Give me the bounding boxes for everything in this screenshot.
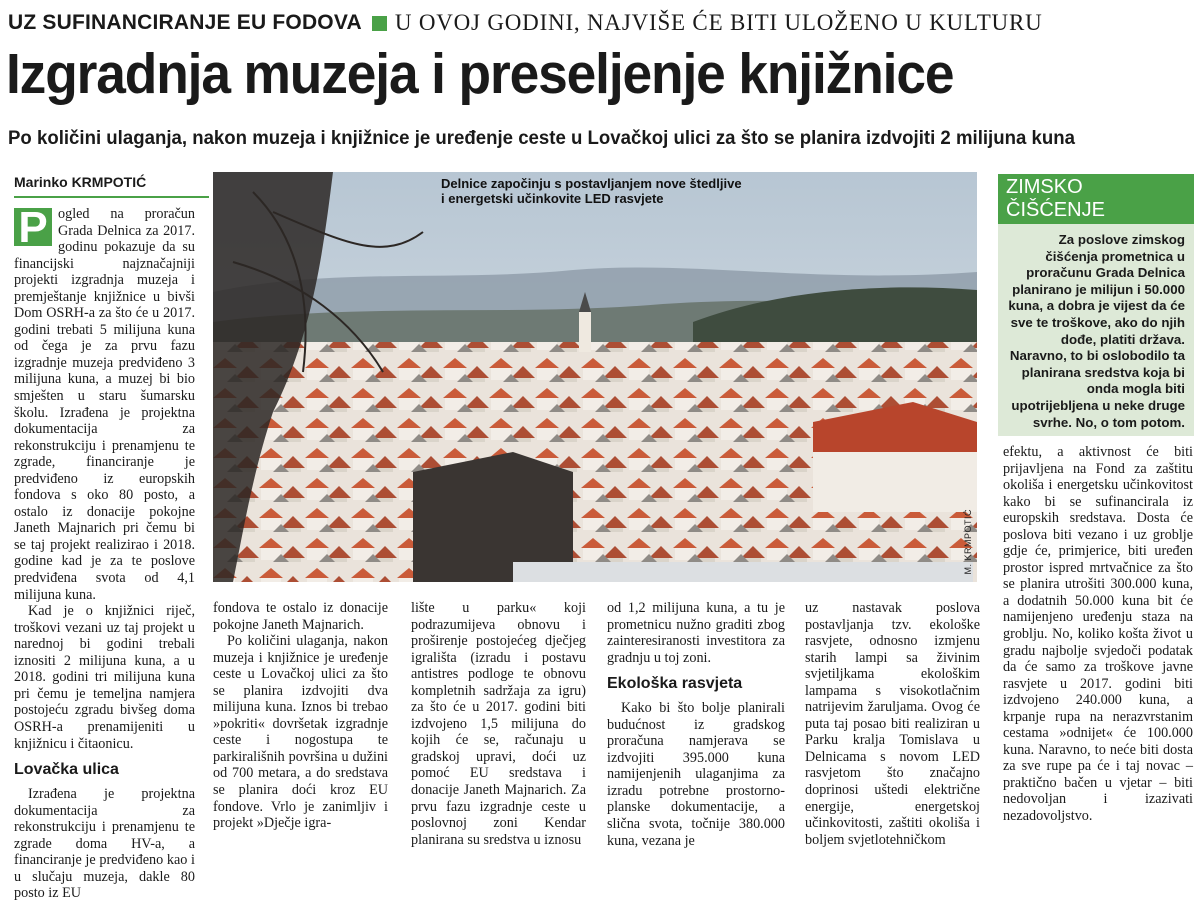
sidebar-text: Za poslove zimskog čišćenja prometnica u proračunu Grada Delnica planirano je milijun i 50.000 kuna, a dobra je vijest da će sve te troškove, ako do njih dođe, platiti država. Naravno, to bi oslobodilo ta planirana sredstva koja bi onda mogla biti upotrijebljena u neke druge svrhe. No, o tom potom. <box>1008 232 1185 430</box>
col5-paragraph-1: uz nastavak poslova postavljanja tzv. ekološke rasvjete, odnosno izmjenu starih lampi sa živinim svjetiljkama ekološkim lampama s visokotlačnim natrijevim žaruljama. Ovog će puta taj posao biti realiziran u Parku kralja Tomislava u Delnicama s novom LED rasvjetom što značajno doprinosi uštedi električne energije, energetskoj učinkovitosti, zaštiti okoliša i boljem svjetlotehničkom <box>805 600 980 848</box>
town-photo <box>213 172 977 582</box>
col1-paragraph-2: Kad je o knjižnici riječ, troškovi vezani uz taj projekt u narednoj bi godini trebali iznositi 2 milijuna kuna, a u 2018. godini tri milijuna kuna pri čemu je temeljna namjera postojeću zgradu bivšeg doma OSRH-a prenamijeniti u knjižnicu i čitaonicu. <box>14 603 195 752</box>
col1-paragraph-1: ogled na proračun Grada Delnica za 2017. godinu pokazuje da su financijski najznačajniji projekti izgradnja muzeja i premještanje knjižnice u bivši Dom OSRH-a za što će u 2017. godini trebati 5 milijuna kuna od čega je za prvu fazu izgradnje muzeja predviđeno 3 milijuna kuna, a muzej bi bio smješten u staru šumarsku školu. Izrađena je projektna dokumentacija za rekonstrukciju i prenamjenu te zgrade, financiranje je predviđeno iz europskih fondova s oko 80 posto, a ostalo iz donacije pokojne Janeth Majnarich pri čemu bi se taj projekt realizirao i 2018. godine kad je za te poslove predviđena svota od 4,1 milijuna kuna. <box>14 206 195 603</box>
col1-paragraph-3: Izrađena je projektna dokumentacija za rekonstrukciju i prenamjenu te zgrade doma HV-a, a financiranje je predviđeno kao i u slučaju muzeja, dakle 80 posto iz EU <box>14 786 195 902</box>
col4-paragraph-2: Kako bi što bolje planirali budućnost iz gradskog proračuna namjerava se izdvojiti 395.000 kuna namijenjenih ulaganjima za izradu potrebne prostorno-planske dokumentacije, a slična svota, točnije 380.000 kuna, vezana je <box>607 700 785 849</box>
col4-paragraph-1: od 1,2 milijuna kuna, a tu je prometnicu nužno graditi zbog zainteresiranosti investitora za gradnju u toj zoni. <box>607 600 785 666</box>
column-6 <box>1003 444 1193 825</box>
kicker-right: U OVOJ GODINI, NAJVIŠE ĆE BITI ULOŽENO U KULTURU <box>394 10 1043 35</box>
kicker-left: UZ SUFINANCIRANJE EU FODOVA <box>8 11 362 34</box>
column-3 <box>411 600 586 848</box>
column-5 <box>805 600 980 848</box>
subhead: Po količini ulaganja, nakon muzeja i knjižnice je uređenje ceste u Lovačkoj ulici za što se planira izdvojiti 2 milijuna kuna <box>8 127 1075 149</box>
column-1 <box>14 203 195 902</box>
column-4 <box>607 600 785 849</box>
headline: Izgradnja muzeja i preseljenje knjižnice <box>6 42 954 106</box>
section-heading-lovacka: Lovačka ulica <box>14 761 119 779</box>
author-byline: Marinko KRMPOTIĆ <box>14 174 209 198</box>
col2-paragraph-2: Po količini ulaganja, nakon muzeja i knjižnice je uređenje ceste u Lovačkoj ulici za što se planira izdvojiti dva milijuna kuna. Iznos bi trebao »pokriti« dovršetak izgradnje ceste i nogostupa te parkirališnih površina u dužini od 700 metara, a do sredstava se planira doći kroz EU fondove. Vrlo je zanimljiv i projekt »Dječje igra- <box>213 633 388 832</box>
caption-line-2: i energetski učinkovite LED rasvjete <box>441 191 664 206</box>
caption-line-1: Delnice započinju s postavljanjem nove štedljive <box>441 176 742 191</box>
section-heading-ekoloska: Ekološka rasvjeta <box>607 675 743 693</box>
town-landscape-image <box>213 172 977 582</box>
dropcap: P <box>14 208 52 246</box>
sidebar-title-line-2: ČIŠĆENJE <box>1006 199 1105 221</box>
col3-paragraph-1: lište u parku« koji podrazumijeva obnovu i proširenje postojećeg dječjeg igrališta (izradu i postavu antistres podloge te obnovu kompletnih sadržaja za igru) za što će u 2017. godini biti izdvojeno 1,5 milijuna do kojih će se, računaju u gradskoj upravi, doći uz pomoć EU sredstava i donacije Janeth Majnarich. Za prvu fazu izgradnje ceste u poslovnoj zoni Kendar planirana su sredstva u iznosu <box>411 600 586 848</box>
sidebar-title <box>998 174 1194 224</box>
photo-credit: M. KRMPOTIĆ <box>963 508 973 574</box>
kicker-square-icon <box>372 16 387 31</box>
sidebar-body <box>998 224 1194 436</box>
column-2 <box>213 600 388 832</box>
kicker <box>8 8 1193 38</box>
col2-paragraph-1: fondova te ostalo iz donacije pokojne Janeth Majnarich. <box>213 600 388 633</box>
sidebar-title-line-1: ZIMSKO <box>1006 176 1083 198</box>
col6-paragraph-1: efektu, a aktivnost će biti prijavljena na Fond za zaštitu okoliša i energetsku učinkovitost kako bi se sufinancirala iz europskih sredstava. Dosta će poslova biti vezano i uz groblje gdje će, primjerice, biti uređen prostor ispred mrtvačnice za što se planira utrošiti 300.000 kuna, a dodatnih 50.000 kuna bit će namijenjeno uređenju staza na groblju. No, koliko košta život u gradu najbolje svjedoči podatak da će samo za troškove javne rasvjete u 2017. godini biti izdvojeno 240.000 kuna, a krpanje rupa na nerazvrstanim cestama »odnijet« će 100.000 kuna. Naravno, to neće biti dosta za sve rupe pa će i taj novac – praktično bačen u vjetar – biti nedovoljan i izazivati nezadovoljstvo. <box>1003 444 1193 825</box>
photo-caption <box>441 176 742 206</box>
